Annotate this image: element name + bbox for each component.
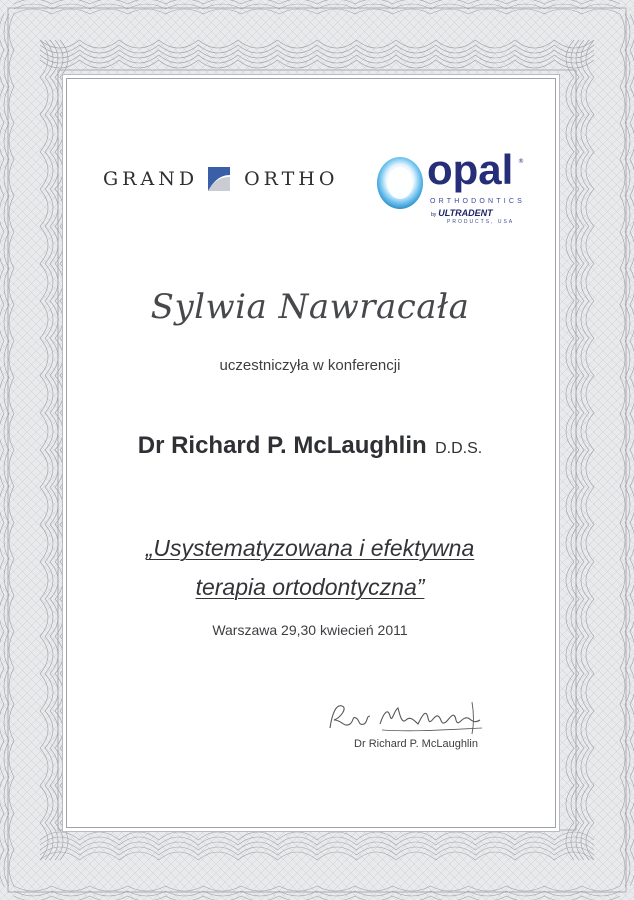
event-details: Warszawa 29,30 kwiecień 2011 (212, 622, 408, 638)
grand-ortho-right-word: ORTHO (244, 168, 339, 190)
opal-maker-line (431, 208, 493, 218)
opal-maker: ULTRADENT (438, 208, 493, 218)
speaker-line (66, 432, 554, 460)
grand-ortho-mark-icon (206, 165, 232, 193)
signatory-name: Dr Richard P. McLaughlin (354, 738, 478, 750)
recipient-name: Sylwia Nawracała (150, 287, 470, 327)
opal-logo (375, 146, 526, 230)
signature-icon (322, 694, 492, 742)
grand-ortho-logo (103, 164, 338, 194)
conference-title-line-2: terapia ortodontyczna” (195, 574, 425, 600)
participation-text: uczestniczyła w konferencji (219, 357, 401, 374)
opal-maker-sub: PRODUCTS, USA (447, 219, 515, 225)
grand-ortho-left-word: GRAND (103, 168, 199, 190)
conference-title-line-1: „Usystematyzowana i efektywna (145, 535, 475, 561)
opal-ring-icon (375, 154, 427, 212)
speaker-name: Dr Richard P. McLaughlin (137, 432, 427, 459)
speaker-degree: D.D.S. (435, 440, 483, 457)
opal-registered-mark: ® (518, 158, 524, 165)
opal-subtitle: ORTHODONTICS (430, 198, 526, 205)
opal-by: by (431, 212, 437, 218)
opal-wordmark: opal (427, 146, 514, 193)
